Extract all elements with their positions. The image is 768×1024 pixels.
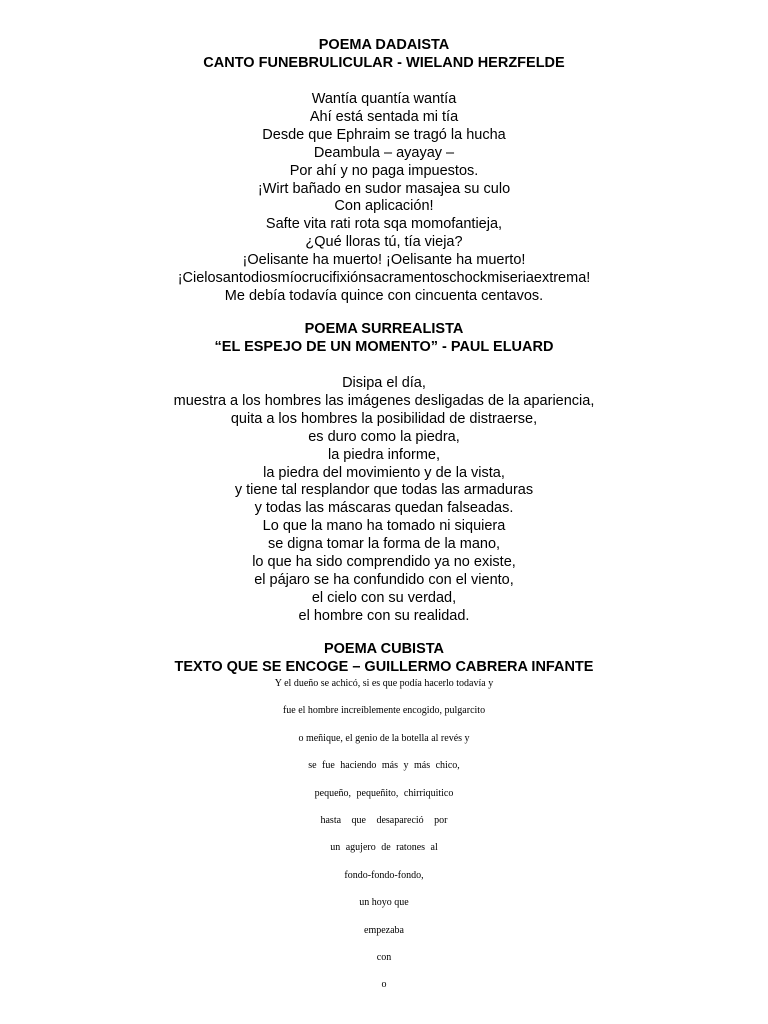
poem-line: un hoyo que [359, 897, 409, 909]
poem-body [0, 91, 768, 306]
poem-line: o [381, 979, 387, 991]
poem-line: Me debía todavía quince con cincuenta centavos. [224, 287, 544, 304]
poem-line: Y el dueño se achicó, si es que podía hacerlo todavía y [274, 678, 494, 689]
poem-line: empezaba [364, 924, 404, 936]
poem-line: el hombre con su realidad. [298, 607, 470, 624]
poem-line: ¿Qué lloras tú, tía vieja? [305, 234, 463, 251]
cubist-poem-section [0, 641, 768, 1007]
poem-line: hasta que desapareció por [320, 814, 448, 826]
poem-line: y tiene tal resplandor que todas las armaduras [234, 482, 534, 499]
shrinking-text-body [0, 678, 768, 1007]
poem-line: y todas las máscaras quedan falseadas. [254, 500, 514, 517]
poem-line: Por ahí y no paga impuestos. [289, 162, 479, 179]
poem-line: ¡Cielosantodiosmíocrucifixiónsacramentoschockmiseriaextrema! [177, 270, 591, 287]
poem-line: Lo que la mano ha tomado ni siquiera [262, 518, 506, 535]
poem-line: es duro como la piedra, [308, 428, 460, 445]
section-heading: POEMA CUBISTA [323, 641, 445, 657]
poem-line: ¡Oelisante ha muerto! ¡Oelisante ha muerto! [242, 252, 526, 269]
poem-line: la piedra del movimiento y de la vista, [263, 464, 505, 481]
poem-line: con [376, 951, 392, 963]
poem-line: lo que ha sido comprendido ya no existe, [252, 554, 516, 571]
poem-line: pequeño, pequeñito, chirriquitico [314, 787, 454, 799]
poem-line: Deambula – ayayay – [313, 144, 455, 161]
poem-line: fue el hombre increíblemente encogido, pulgarcito [282, 705, 486, 717]
poem-line: Con aplicación! [334, 198, 434, 215]
poem-line: el pájaro se ha confundido con el viento, [254, 571, 514, 588]
poem-line: se digna tomar la forma de la mano, [267, 536, 501, 553]
section-heading: POEMA DADAISTA [318, 37, 450, 53]
section-heading: POEMA SURREALISTA [304, 321, 464, 337]
poem-line: Ahí está sentada mi tía [309, 108, 459, 125]
poem-line: Safte vita rati rota sqa momofantieja, [265, 216, 503, 233]
poem-line: ¡Wirt bañado en sudor masajea su culo [257, 180, 511, 197]
poem-body [0, 375, 768, 626]
surrealist-poem-section [0, 321, 768, 626]
poem-line: fondo-fondo-fondo, [344, 869, 424, 881]
poem-line: un agujero de ratones al [330, 842, 438, 854]
poem-title-author: CANTO FUNEBRULICULAR - WIELAND HERZFELDE [203, 54, 565, 71]
poem-line: se fue haciendo más y más chico, [308, 760, 460, 772]
poem-line: o meñique, el genio de la botella al revés y [298, 732, 470, 744]
poem-title-author: TEXTO QUE SE ENCOGE – GUILLERMO CABRERA INFANTE [174, 658, 594, 675]
poem-line: la piedra informe, [327, 446, 441, 463]
poem-line: quita a los hombres la posibilidad de distraerse, [230, 410, 538, 427]
poem-line: Disipa el día, [342, 375, 426, 391]
poem-line: muestra a los hombres las imágenes desligadas de la apariencia, [173, 392, 595, 409]
poem-line: el cielo con su verdad, [311, 589, 457, 606]
poem-line: Wantía quantía wantía [311, 91, 457, 107]
poem-line: Desde que Ephraim se tragó la hucha [262, 126, 506, 143]
poem-title-author: “EL ESPEJO DE UN MOMENTO” - PAUL ELUARD [214, 338, 554, 355]
dadaist-poem-section [0, 37, 768, 306]
